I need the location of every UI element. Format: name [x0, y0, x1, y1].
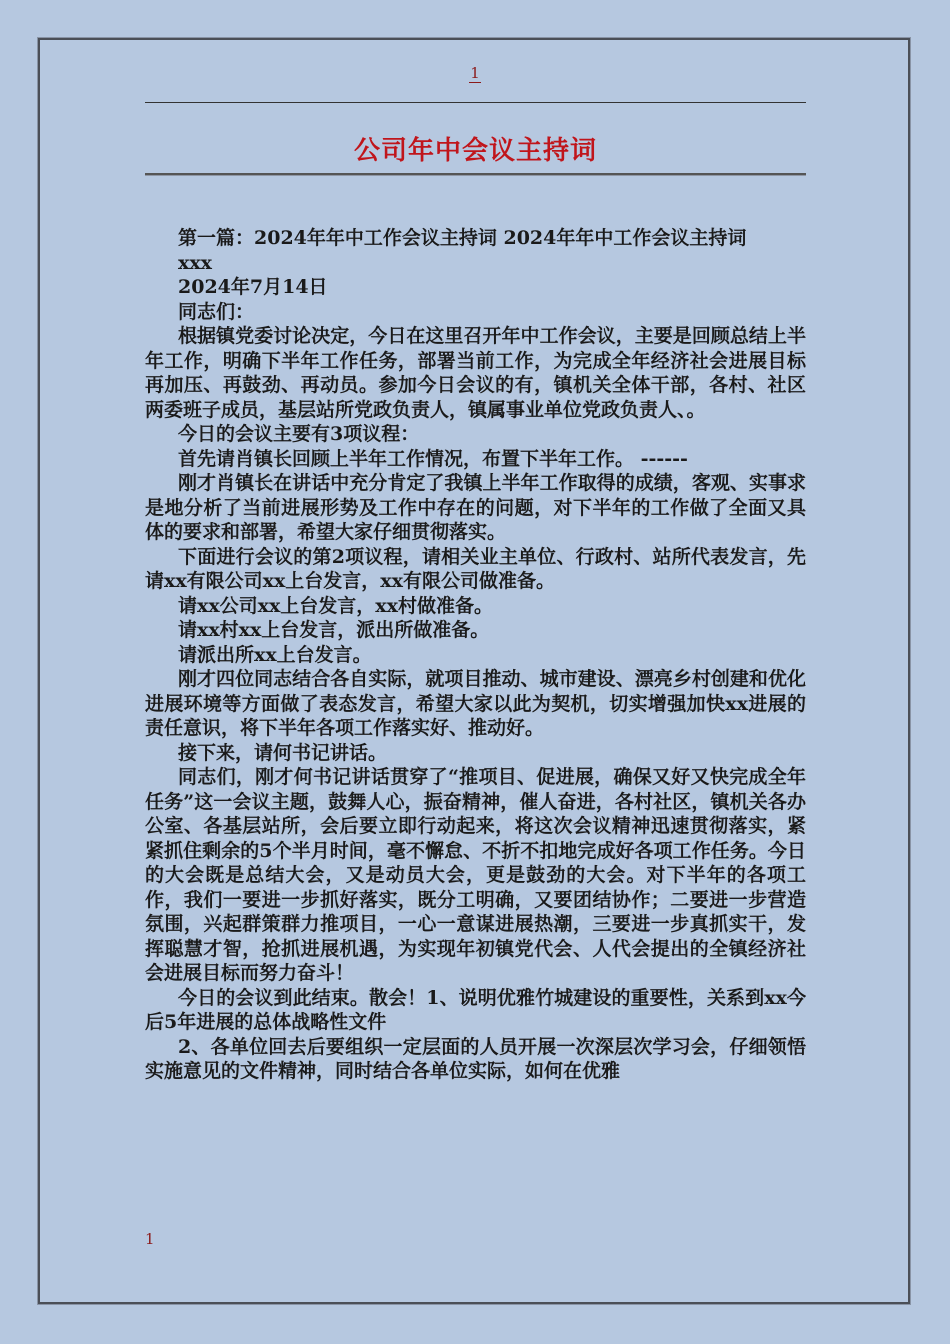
header-rule [145, 102, 806, 103]
paragraph: 今日的会议到此结束。散会！1、说明优雅竹城建设的重要性，关系到xx今后5年进展的总体战略性文件 [145, 986, 806, 1033]
paragraph: 刚才肖镇长在讲话中充分肯定了我镇上半年工作取得的成绩，客观、实事求是地分析了当前进展形势及工作中存在的问题，对下半年的工作做了全面又具体的要求和部署，希望大家仔细贯彻落实。 [145, 472, 806, 543]
title-rule [145, 173, 806, 175]
paragraph: 同志们： [178, 300, 255, 323]
paragraph: 刚才四位同志结合各自实际，就项目推动、城市建设、漂亮乡村创建和优化进展环境等方面做了表态发言，希望大家以此为契机，切实增强加快xx进展的责任意识，将下半年各项工作落实好、推动好。 [145, 668, 806, 739]
paragraph: 请xx公司xx上台发言，xx村做准备。 [178, 594, 493, 617]
paragraph: 2、各单位回去后要组织一定层面的人员开展一次深层次学习会，仔细领悟实施意见的文件精神，同时结合各单位实际，如何在优雅 [145, 1035, 806, 1082]
document-title: 公司年中会议主持词 [353, 136, 597, 166]
paragraph: 同志们，刚才何书记讲话贯穿了“推项目、促进展，确保又好又快完成全年任务”这一会议主题，鼓舞人心，振奋精神，催人奋进，各村社区，镇机关各办公室、各基层站所，会后要立即行动起来，将这次会议精神迅速贯彻落实，紧紧抓住剩余的5个半月时间，毫不懈怠、不折不扣地完成好各项工作任务。今日的大会既是总结大会，又是动员大会，更是鼓劲的大会。对下半年的各项工作，我们一要进一步抓好落实，既分工明确，又要团结协作；二要进一步营造氛围，兴起群策群力推项目，一心一意谋进展热潮，三要进一步真抓实干，发挥聪慧才智，抢抓进展机遇，为实现年初镇党代会、人代会提出的全镇经济社会进展目标而努力奋斗！ [145, 766, 806, 984]
paragraph: xxx [178, 251, 212, 274]
paragraph: 第一篇：2024年年中工作会议主持词 2024年年中工作会议主持词 [178, 227, 747, 249]
paragraph: 接下来，请何书记讲话。 [178, 741, 388, 764]
paragraph: 请派出所xx上台发言。 [178, 643, 372, 666]
paragraph: 今日的会议主要有3项议程： [178, 423, 420, 445]
header-page-number: 1 [470, 64, 480, 82]
paragraph: 下面进行会议的第2项议程，请相关业主单位、行政村、站所代表发言，先请xx有限公司xx上台发言，xx有限公司做准备。 [145, 545, 806, 592]
paragraph: 根据镇党委讨论决定，今日在这里召开年中工作会议，主要是回顾总结上半年工作，明确下半年工作任务，部署当前工作，为完成全年经济社会进展目标再加压、再鼓劲、再动员。参加今日会议的有，镇机关全体干部，各村、社区两委班子成员，基层站所党政负责人，镇属事业单位党政负责人、。 [145, 325, 806, 421]
paragraph: 2024年7月14日 [178, 276, 328, 298]
paragraph: 请xx村xx上台发言，派出所做准备。 [178, 619, 490, 641]
document-body [145, 226, 806, 1084]
paragraph: 首先请肖镇长回顾上半年工作情况，布置下半年工作。 ------ [178, 447, 688, 470]
footer-page-number: 1 [145, 1230, 155, 1248]
